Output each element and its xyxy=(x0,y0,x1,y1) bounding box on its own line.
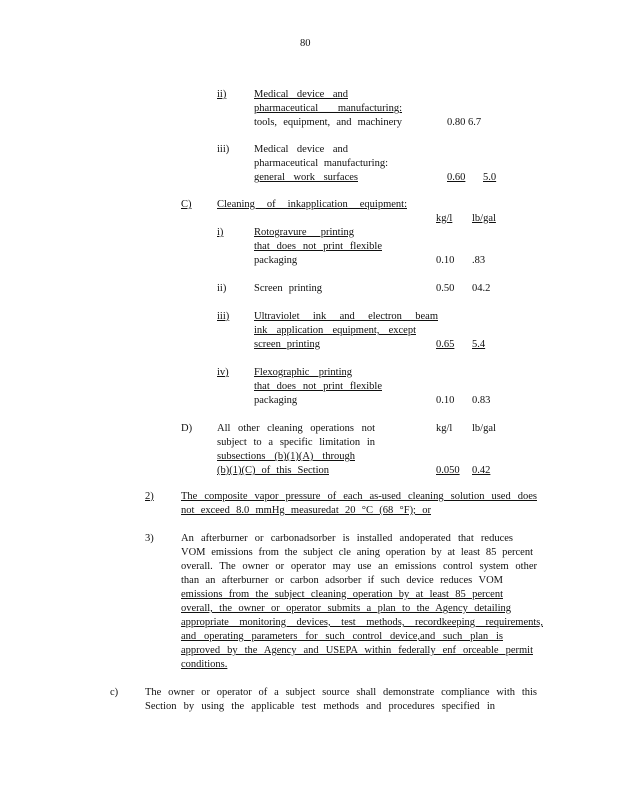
section-d-line-3: subsections (b)(1)(A) through xyxy=(217,451,355,462)
para-2-line-2: not exceed 8.0 mmHg measuredat 20 °C (68 °F); or xyxy=(181,505,431,516)
c-item-i-label: i) xyxy=(217,227,224,238)
para-2-line-1: The composite vapor pressure of each as-used cleaning solution used does xyxy=(181,491,537,502)
para-3-line-8: and operating parameters for such control device,and such plan is xyxy=(181,631,503,642)
c-item-i-lbgal: .83 xyxy=(472,255,486,266)
item-iii-line-2: pharmaceutical manufacturing: xyxy=(254,158,388,169)
item-ii-line-2: pharmaceutical manufacturing: xyxy=(254,103,402,114)
c-item-iv-line-3: packaging xyxy=(254,395,298,406)
para-c-line-2: Section by using the applicable test methods and procedures specified in xyxy=(145,701,495,712)
c-item-iii-lbgal: 5.4 xyxy=(472,339,486,350)
c-item-ii-lbgal: 04.2 xyxy=(472,283,491,294)
section-c-title: Cleaning of inkapplication equipment: xyxy=(217,199,407,210)
para-3-line-7: appropriate monitoring devices, test methods, recordkeeping requirements, xyxy=(181,617,543,628)
section-c-label: C) xyxy=(181,199,192,210)
para-3-line-3: overall. The owner or operator may use an emissions control system other xyxy=(181,561,537,572)
section-d-line-4: (b)(1)(C) of this Section xyxy=(217,465,329,476)
page-number: 80 xyxy=(300,38,311,49)
para-3-line-6: overall, the owner or operator submits a plan to the Agency detailing xyxy=(181,603,511,614)
item-ii-lbgal: 6.7 xyxy=(468,117,482,128)
section-d-unit-lbgal: lb/gal xyxy=(472,423,496,434)
item-iii-label: iii) xyxy=(217,144,230,155)
c-item-ii-label: ii) xyxy=(217,283,227,294)
item-ii-line-1: Medical device and xyxy=(254,89,348,100)
c-item-iii-line-2: ink application equipment, except xyxy=(254,325,416,336)
c-item-iv-line-2: that does not print flexible xyxy=(254,381,382,392)
section-d-lbgal: 0.42 xyxy=(472,465,491,476)
para-3-line-2: VOM emissions from the subject cle aning operation by at least 85 percent xyxy=(181,547,533,558)
section-d-kgl: 0.050 xyxy=(436,465,460,476)
c-item-iii-line-1: Ultraviolet ink and electron beam xyxy=(254,311,438,322)
c-item-iv-lbgal: 0.83 xyxy=(472,395,491,406)
para-3-line-4: than an afterburner or carbon adsorber if such device reduces VOM xyxy=(181,575,503,586)
para-c-label: c) xyxy=(110,687,119,698)
para-3-line-9: approved by the Agency and USEPA within federally enf orceable permit xyxy=(181,645,533,656)
section-d-line-2: subject to a specific limitation in xyxy=(217,437,375,448)
section-d-unit-kgl: kg/l xyxy=(436,423,453,434)
c-item-iii-line-3: screen printing xyxy=(254,339,320,350)
item-iii-kgl: 0.60 xyxy=(447,172,466,183)
section-d-line-1: All other cleaning operations not xyxy=(217,423,375,434)
para-2-label: 2) xyxy=(145,491,154,502)
section-c-unit-lbgal: lb/gal xyxy=(472,213,496,224)
c-item-i-kgl: 0.10 xyxy=(436,255,455,266)
para-c-line-1: The owner or operator of a subject source shall demonstrate compliance with this xyxy=(145,687,537,698)
c-item-iv-line-1: Flexographic printing xyxy=(254,367,352,378)
section-d-label: D) xyxy=(181,423,193,434)
item-ii-line-3: tools, equipment, and machinery xyxy=(254,117,402,128)
item-ii-label: ii) xyxy=(217,89,227,100)
item-iii-lbgal: 5.0 xyxy=(483,172,497,183)
section-c-unit-kgl: kg/l xyxy=(436,213,453,224)
c-item-ii-kgl: 0.50 xyxy=(436,283,455,294)
c-item-ii-line-1: Screen printing xyxy=(254,283,322,294)
c-item-i-line-3: packaging xyxy=(254,255,298,266)
c-item-iv-label: iv) xyxy=(217,367,229,378)
item-iii-line-1: Medical device and xyxy=(254,144,348,155)
para-3-line-10: conditions. xyxy=(181,659,228,670)
c-item-iv-kgl: 0.10 xyxy=(436,395,455,406)
c-item-i-line-2: that does not print flexible xyxy=(254,241,382,252)
c-item-iii-label: iii) xyxy=(217,311,230,322)
para-3-line-1: An afterburner or carbonadsorber is installed andoperated that reduces xyxy=(181,533,513,544)
c-item-i-line-1: Rotogravure printing xyxy=(254,227,354,238)
para-3-label: 3) xyxy=(145,533,154,544)
item-ii-kgl: 0.80 xyxy=(447,117,466,128)
c-item-iii-kgl: 0.65 xyxy=(436,339,455,350)
para-3-line-5: emissions from the subject cleaning operation by at least 85 percent xyxy=(181,589,503,600)
item-iii-line-3: general work surfaces xyxy=(254,172,358,183)
